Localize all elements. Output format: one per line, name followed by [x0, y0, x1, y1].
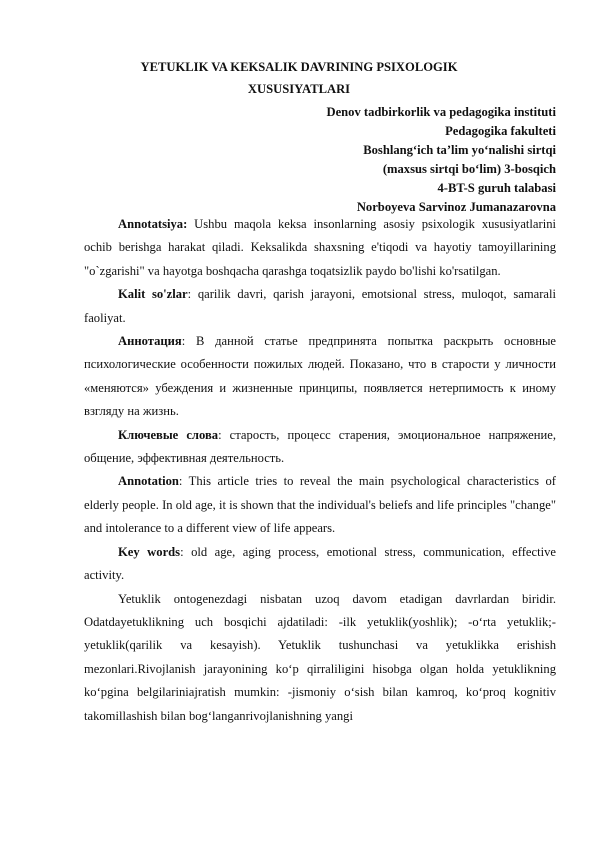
title-line-1: YETUKLIK VA KEKSALIK DAVRINING PSIXOLOGIK: [140, 60, 458, 74]
keywords-english: [84, 541, 556, 588]
keywords-uzbek-label: Kalit so'zlar: [118, 287, 188, 302]
abstract-english: [84, 470, 556, 540]
article-title: [84, 56, 514, 100]
keywords-english-text: : old age, aging process, emotional stress, communication, effective activity.: [84, 544, 556, 583]
keywords-russian-text: : старость, процесс старения, эмоциональное напряжение, общение, эффективная деятельность.: [84, 427, 556, 466]
affiliation-line: (maxsus sirtqi bo‘lim) 3-bosqich: [382, 162, 556, 176]
affiliation-line: Pedagogika fakulteti: [445, 124, 556, 138]
affiliation-line: Boshlang‘ich ta’lim yo‘nalishi sirtqi: [363, 143, 556, 157]
keywords-uzbek: [84, 283, 556, 330]
keywords-russian: [84, 424, 556, 471]
abstract-russian: [84, 330, 556, 424]
abstract-uzbek-label: Annotatsiya:: [118, 217, 188, 231]
article-body: [84, 213, 556, 728]
abstract-russian-text: : В данной статье предпринята попытка раскрыть основные психологические особенности пожилых людей. Показано, что в старости у личности «меняются» убеждения и жизненные принципы, появляется нетерпимость к иному взгляду на жизнь.: [84, 334, 556, 419]
abstract-uzbek-text: Ushbu maqola keksa insonlarning asosiy psixologik xususiyatlarini ochib berishga harakat qiladi. Keksalikda shaxsning e'tiqodi va hayotiy tamoyillarining "o`zgarishi" va hayotga boshqacha qarashga toqatsizlik paydo bo'lishi ko'rsatilgan.: [84, 217, 556, 278]
title-line-2: XUSUSIYATLARI: [247, 82, 351, 96]
abstract-uzbek: [84, 213, 556, 283]
keywords-uzbek-text: : qarilik davri, qarish jarayoni, emotsional stress, muloqot, samarali faoliyat.: [84, 287, 556, 325]
affiliation-line: Denov tadbirkorlik va pedagogika instituti: [326, 105, 556, 119]
keywords-english-label: Key words: [118, 544, 181, 559]
abstract-english-text: : This article tries to reveal the main psychological characteristics of elderly people. In old age, it is shown that the individual's beliefs and life principles "change" and intolerance to a different view of life appears.: [84, 474, 556, 536]
author-affiliation: [196, 103, 556, 217]
abstract-russian-label: Аннотация: [118, 334, 182, 349]
abstract-english-label: Annotation: [118, 474, 179, 489]
keywords-russian-label: Ключевые слова: [118, 427, 219, 442]
affiliation-line: 4-BT-S guruh talabasi: [437, 181, 556, 195]
author-name: Norboyeva Sarvinoz Jumanazarovna: [356, 200, 556, 214]
intro-paragraph: Yetuklik ontogenezdagi nisbatan uzoq davom etadigan davrlardan biridir. Odatdayetuklikning uch bosqichi ajdatiladi: -ilk yetuklik(yoshlik); -o‘rta yetuklik;-yetuklik(qarilik va kesayish). Yetuklik tushunchasi va yetuklikka erishish mezonlari.Rivojlanish jarayonining ko‘p qirraliligini hisobga olgan holda yetuklikning ko‘pgina belgilariniajratish mumkin: -jismoniy o‘sish bilan kamroq, ko‘proq kognitiv takomillashish bilan bog‘langanrivojlanishning yangi: [84, 591, 556, 723]
